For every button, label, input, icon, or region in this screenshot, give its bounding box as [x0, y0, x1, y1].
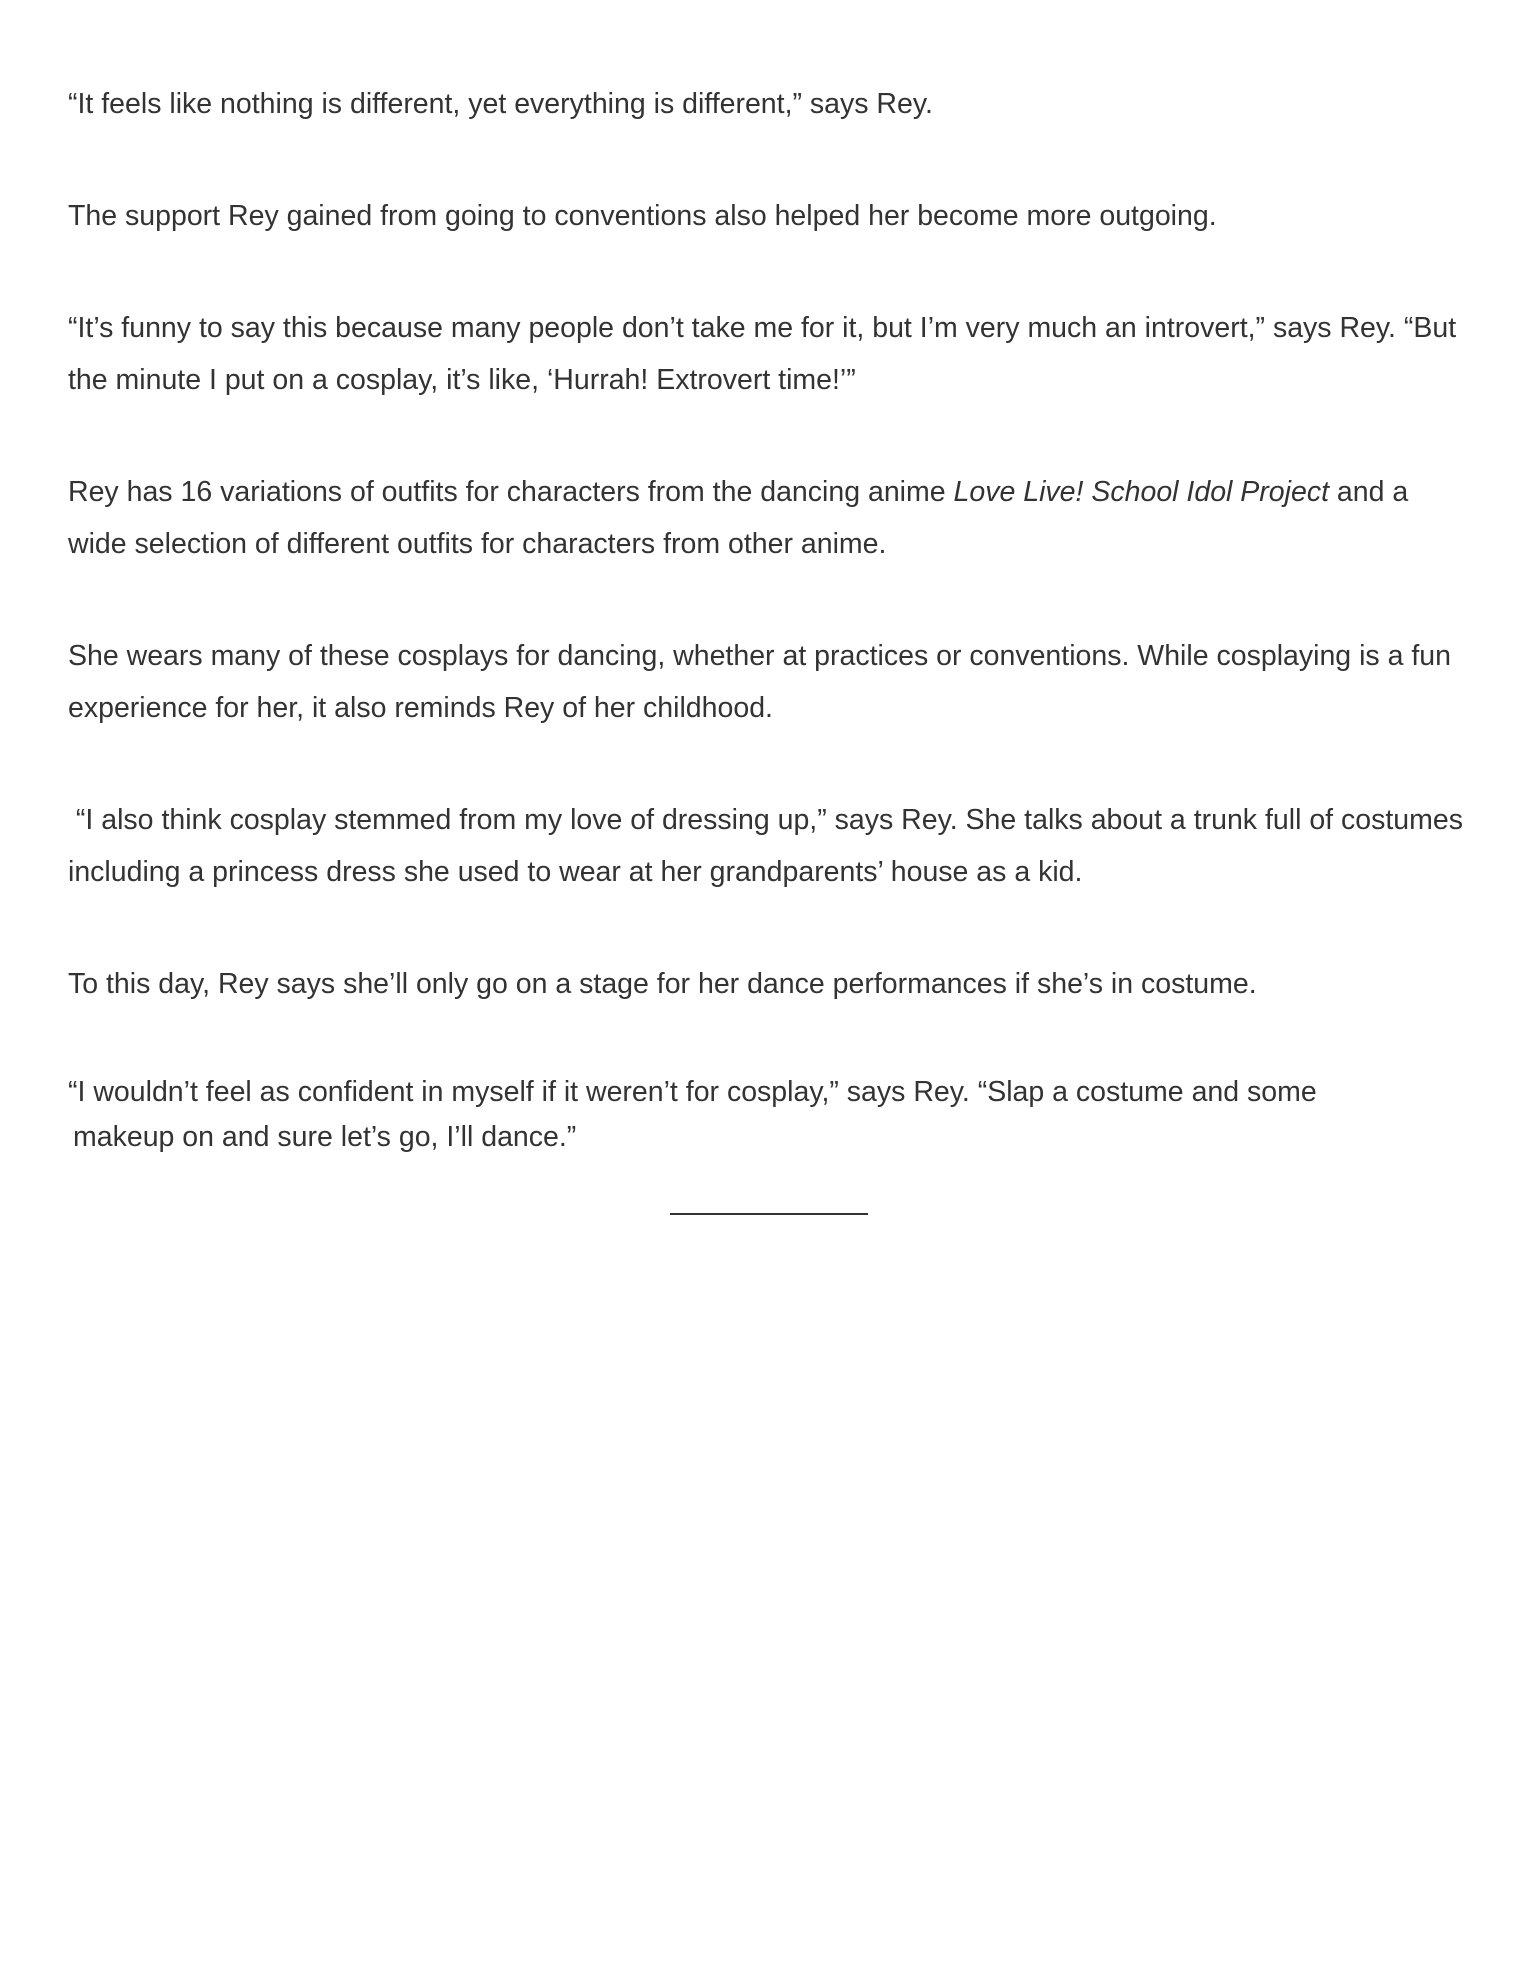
paragraph-4-text-start: Rey has 16 variations of outfits for characters from the dancing anime [68, 476, 954, 508]
paragraph-8-line-2: makeup on and sure let’s go, I’ll dance.” [73, 1121, 577, 1153]
paragraph-2: The support Rey gained from going to conventions also helped her become more outgoing. [68, 200, 1217, 232]
anime-title: Love Live! School Idol Project [953, 476, 1329, 508]
paragraph-4 [68, 466, 1468, 570]
paragraph-3: “It’s funny to say this because many people don’t take me for it, but I’m very much an introvert,” says Rey. “But the minute I put on a cosplay, it’s like, ‘Hurrah! Extrovert time!’” [68, 312, 1457, 396]
paragraph-4-text-end: and a wide selection of different outfits for characters from other anime. [68, 476, 1409, 560]
paragraph-7: To this day, Rey says she’ll only go on a stage for her dance performances if she’s in costume. [68, 968, 1257, 1000]
article-body [68, 78, 1471, 1160]
paragraph-8 [68, 1070, 1468, 1160]
paragraph-8-line-1: “I wouldn’t feel as confident in myself if it weren’t for cosplay,” says Rey. “Slap a costume and some [68, 1076, 1317, 1108]
paragraph-5: She wears many of these cosplays for dancing, whether at practices or conventions. While cosplaying is a fun experience for her, it also reminds Rey of her childhood. [68, 640, 1451, 724]
paragraph-6: “I also think cosplay stemmed from my love of dressing up,” says Rey. She talks about a trunk full of costumes including a princess dress she used to wear at her grandparents’ house as a kid. [68, 804, 1471, 888]
end-divider [670, 1213, 868, 1215]
paragraph-1: “It feels like nothing is different, yet everything is different,” says Rey. [68, 88, 933, 120]
